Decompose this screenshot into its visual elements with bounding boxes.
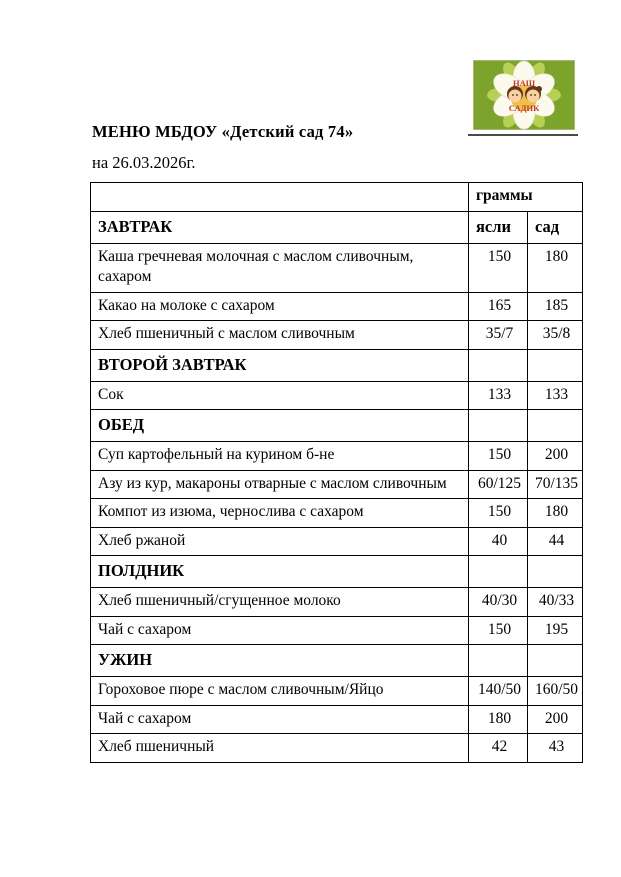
dish-name: Сок [91,381,469,410]
portion-yasli: 40 [469,527,528,556]
dish-row [91,499,583,528]
section-title: ЗАВТРАК [91,211,469,243]
dish-name: Гороховое пюре с маслом сливочным/Яйцо [91,677,469,706]
dish-name: Хлеб пшеничный с маслом сливочным [91,321,469,350]
portion-yasli: 150 [469,616,528,645]
portion-sad: 70/135 [528,470,583,499]
dish-row [91,321,583,350]
section-title: ПОЛДНИК [91,556,469,588]
portion-sad: 160/50 [528,677,583,706]
portion-sad [528,349,583,381]
portion-yasli: 133 [469,381,528,410]
dish-name: Какао на молоке с сахаром [91,292,469,321]
portion-sad: 200 [528,705,583,734]
portion-yasli [469,410,528,442]
dish-name: Компот из изюма, чернослива с сахаром [91,499,469,528]
dish-name: Чай с сахаром [91,616,469,645]
portion-sad: 180 [528,499,583,528]
dish-name: Каша гречневая молочная с маслом сливочным, сахаром [91,243,469,292]
grams-header: граммы [469,183,583,212]
portion-sad [528,645,583,677]
col-header-yasli: ясли [469,211,528,243]
portion-sad [528,410,583,442]
portion-yasli [469,645,528,677]
portion-sad: 40/33 [528,588,583,617]
section-title: УЖИН [91,645,469,677]
portion-sad: 133 [528,381,583,410]
dish-row [91,292,583,321]
kindergarten-logo-icon [473,60,575,130]
portion-sad: 35/8 [528,321,583,350]
portion-yasli: 165 [469,292,528,321]
dish-name: Хлеб ржаной [91,527,469,556]
portion-yasli: 150 [469,442,528,471]
section-row [91,349,583,381]
dish-name: Хлеб пшеничный/сгущенное молоко [91,588,469,617]
dish-name: Хлеб пшеничный [91,734,469,763]
portion-yasli: 150 [469,499,528,528]
section-row [91,556,583,588]
logo-underline [468,134,578,136]
dish-row [91,588,583,617]
menu-date: на 26.03.2026г. [92,153,196,172]
portion-yasli [469,556,528,588]
portion-yasli: 140/50 [469,677,528,706]
dish-row [91,470,583,499]
menu-table-body [91,183,583,763]
portion-sad: 195 [528,616,583,645]
section-title: ВТОРОЙ ЗАВТРАК [91,349,469,381]
kindergarten-logo [473,60,575,130]
dish-row [91,616,583,645]
dish-row [91,734,583,763]
portion-sad [528,556,583,588]
portion-sad: 180 [528,243,583,292]
dish-row [91,381,583,410]
grams-header-row [91,183,583,212]
col-header-sad: сад [528,211,583,243]
section-row [91,645,583,677]
portion-yasli: 35/7 [469,321,528,350]
portion-yasli [469,349,528,381]
logo-text-bottom: САДИК [508,103,540,113]
dish-row [91,677,583,706]
dish-row [91,442,583,471]
menu-table [90,182,583,763]
dish-row [91,527,583,556]
portion-sad: 43 [528,734,583,763]
portion-yasli: 150 [469,243,528,292]
portion-sad: 44 [528,527,583,556]
portion-yasli: 42 [469,734,528,763]
portion-sad: 185 [528,292,583,321]
dish-row [91,705,583,734]
section-row [91,410,583,442]
portion-yasli: 180 [469,705,528,734]
logo-text-top: НАШ [512,78,536,88]
section-row [91,211,583,243]
portion-yasli: 60/125 [469,470,528,499]
dish-name: Чай с сахаром [91,705,469,734]
dish-name: Азу из кур, макароны отварные с маслом сливочным [91,470,469,499]
dish-row [91,243,583,292]
portion-yasli: 40/30 [469,588,528,617]
section-title: ОБЕД [91,410,469,442]
dish-name: Суп картофельный на курином б-не [91,442,469,471]
page-title: МЕНЮ МБДОУ «Детский сад 74» [92,122,354,141]
portion-sad: 200 [528,442,583,471]
grams-row-spacer [91,183,469,212]
